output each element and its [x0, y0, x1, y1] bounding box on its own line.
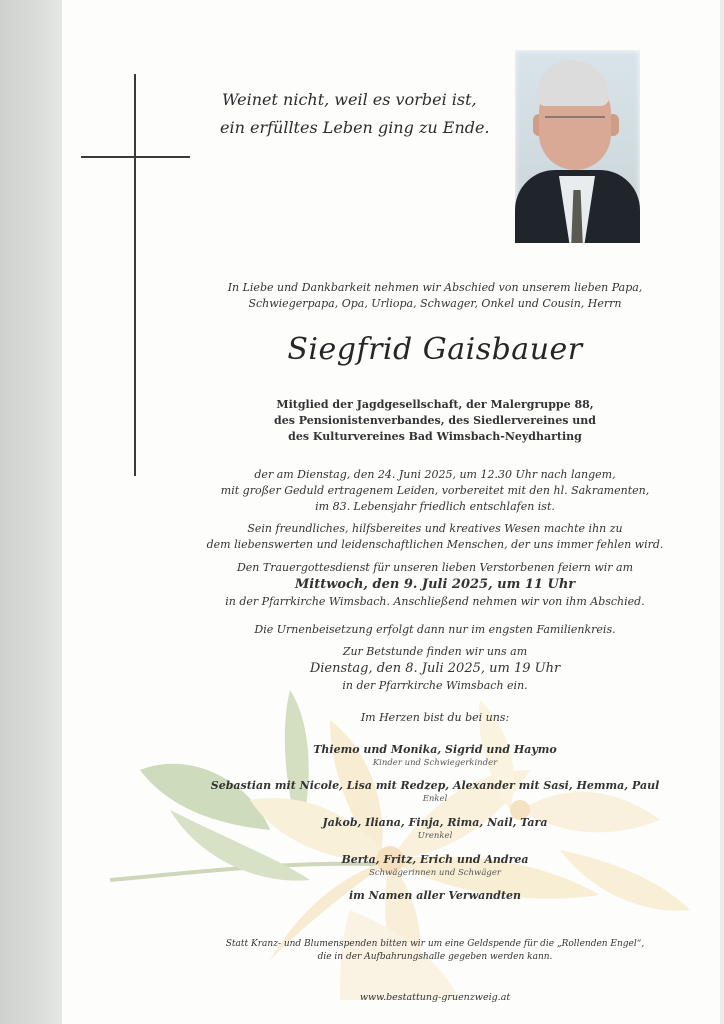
character-line: dem liebenswerten und leidenschaftlichen Menschen, der uns immer fehlen wird.	[206, 538, 664, 551]
donation-line: die in der Aufbahrungshalle gegeben werden kann.	[317, 952, 553, 962]
mourner-names: Thiemo und Monika, Sigrid und Haymo	[313, 743, 557, 756]
cross-icon-horizontal	[81, 156, 190, 158]
mourner-group	[200, 778, 670, 805]
mourner-group	[200, 742, 670, 769]
mourner-relation: Urenkel	[417, 831, 453, 841]
mourner-group	[200, 815, 670, 842]
passing-line: der am Dienstag, den 24. Juni 2025, um 12.30 Uhr nach langem,	[254, 468, 616, 481]
portrait-hair	[537, 60, 609, 106]
mourners-intro: Im Herzen bist du bei uns:	[360, 711, 510, 724]
membership-line: des Pensionistenverbandes, des Siedlervereines und	[274, 414, 596, 427]
right-page-edge	[720, 0, 724, 1024]
donation-line: Statt Kranz- und Blumenspenden bitten wir um eine Geldspende für die „Rollenden Engel“,	[225, 939, 645, 949]
membership-line: des Kulturvereines Bad Wimsbach-Neydharting	[288, 430, 582, 443]
cross-icon-vertical	[134, 74, 136, 476]
intro-line: In Liebe und Dankbarkeit nehmen wir Abschied von unserem lieben Papa,	[227, 281, 643, 294]
service-date: Mittwoch, den 9. Juli 2025, um 11 Uhr	[294, 577, 576, 592]
prayer-line: Zur Betstunde finden wir uns am	[342, 645, 528, 658]
memberships-block	[200, 397, 670, 445]
website-link[interactable]: www.bestattung-gruenzweig.at	[359, 992, 511, 1003]
mourner-relation: Schwägerinnen und Schwäger	[369, 868, 501, 878]
mourner-names: Berta, Fritz, Erich und Andrea	[341, 853, 529, 866]
prayer-date: Dienstag, den 8. Juli 2025, um 19 Uhr	[309, 661, 561, 676]
intro-paragraph	[200, 280, 670, 312]
mourner-names: Jakob, Iliana, Finja, Rima, Nail, Tara	[322, 816, 548, 829]
mourner-relation: Enkel	[422, 794, 448, 804]
service-line: Den Trauergottesdienst für unseren lieben Verstorbenen feiern wir am	[236, 561, 634, 574]
mourner-relation: Kinder und Schwiegerkinder	[372, 758, 498, 768]
motto-line-2: ein erfülltes Leben ging zu Ende.	[220, 118, 490, 137]
service-line: in der Pfarrkirche Wimsbach. Anschließend nehmen wir von ihm Abschied.	[225, 595, 645, 608]
portrait-photo	[515, 50, 640, 243]
deceased-name: Siegfrid Gaisbauer	[287, 332, 583, 367]
motto-line-1: Weinet nicht, weil es vorbei ist,	[222, 90, 477, 109]
motto-verse	[222, 86, 492, 142]
donation-note	[200, 938, 670, 964]
relatives-line: im Namen aller Verwandten	[348, 889, 522, 902]
urn-paragraph: Die Urnenbeisetzung erfolgt dann nur im engsten Familienkreis.	[254, 623, 616, 636]
mourner-group	[200, 852, 670, 879]
character-paragraph	[200, 521, 670, 553]
portrait-glasses	[545, 116, 605, 130]
mourner-names: Sebastian mit Nicole, Lisa mit Redzep, Alexander mit Sasi, Hemma, Paul	[210, 779, 660, 792]
membership-line: Mitglied der Jagdgesellschaft, der Malergruppe 88,	[276, 398, 594, 411]
intro-line: Schwiegerpapa, Opa, Urliopa, Schwager, Onkel und Cousin, Herrn	[248, 297, 622, 310]
left-border-strip	[0, 0, 62, 1024]
prayer-paragraph	[200, 644, 670, 694]
character-line: Sein freundliches, hilfsbereites und kreatives Wesen machte ihn zu	[247, 522, 623, 535]
service-paragraph	[200, 560, 670, 610]
passing-line: mit großer Geduld ertragenem Leiden, vorbereitet mit den hl. Sakramenten,	[220, 484, 650, 497]
passing-paragraph	[200, 467, 670, 515]
prayer-line: in der Pfarrkirche Wimsbach ein.	[342, 679, 528, 692]
passing-line: im 83. Lebensjahr friedlich entschlafen ist.	[315, 500, 555, 513]
